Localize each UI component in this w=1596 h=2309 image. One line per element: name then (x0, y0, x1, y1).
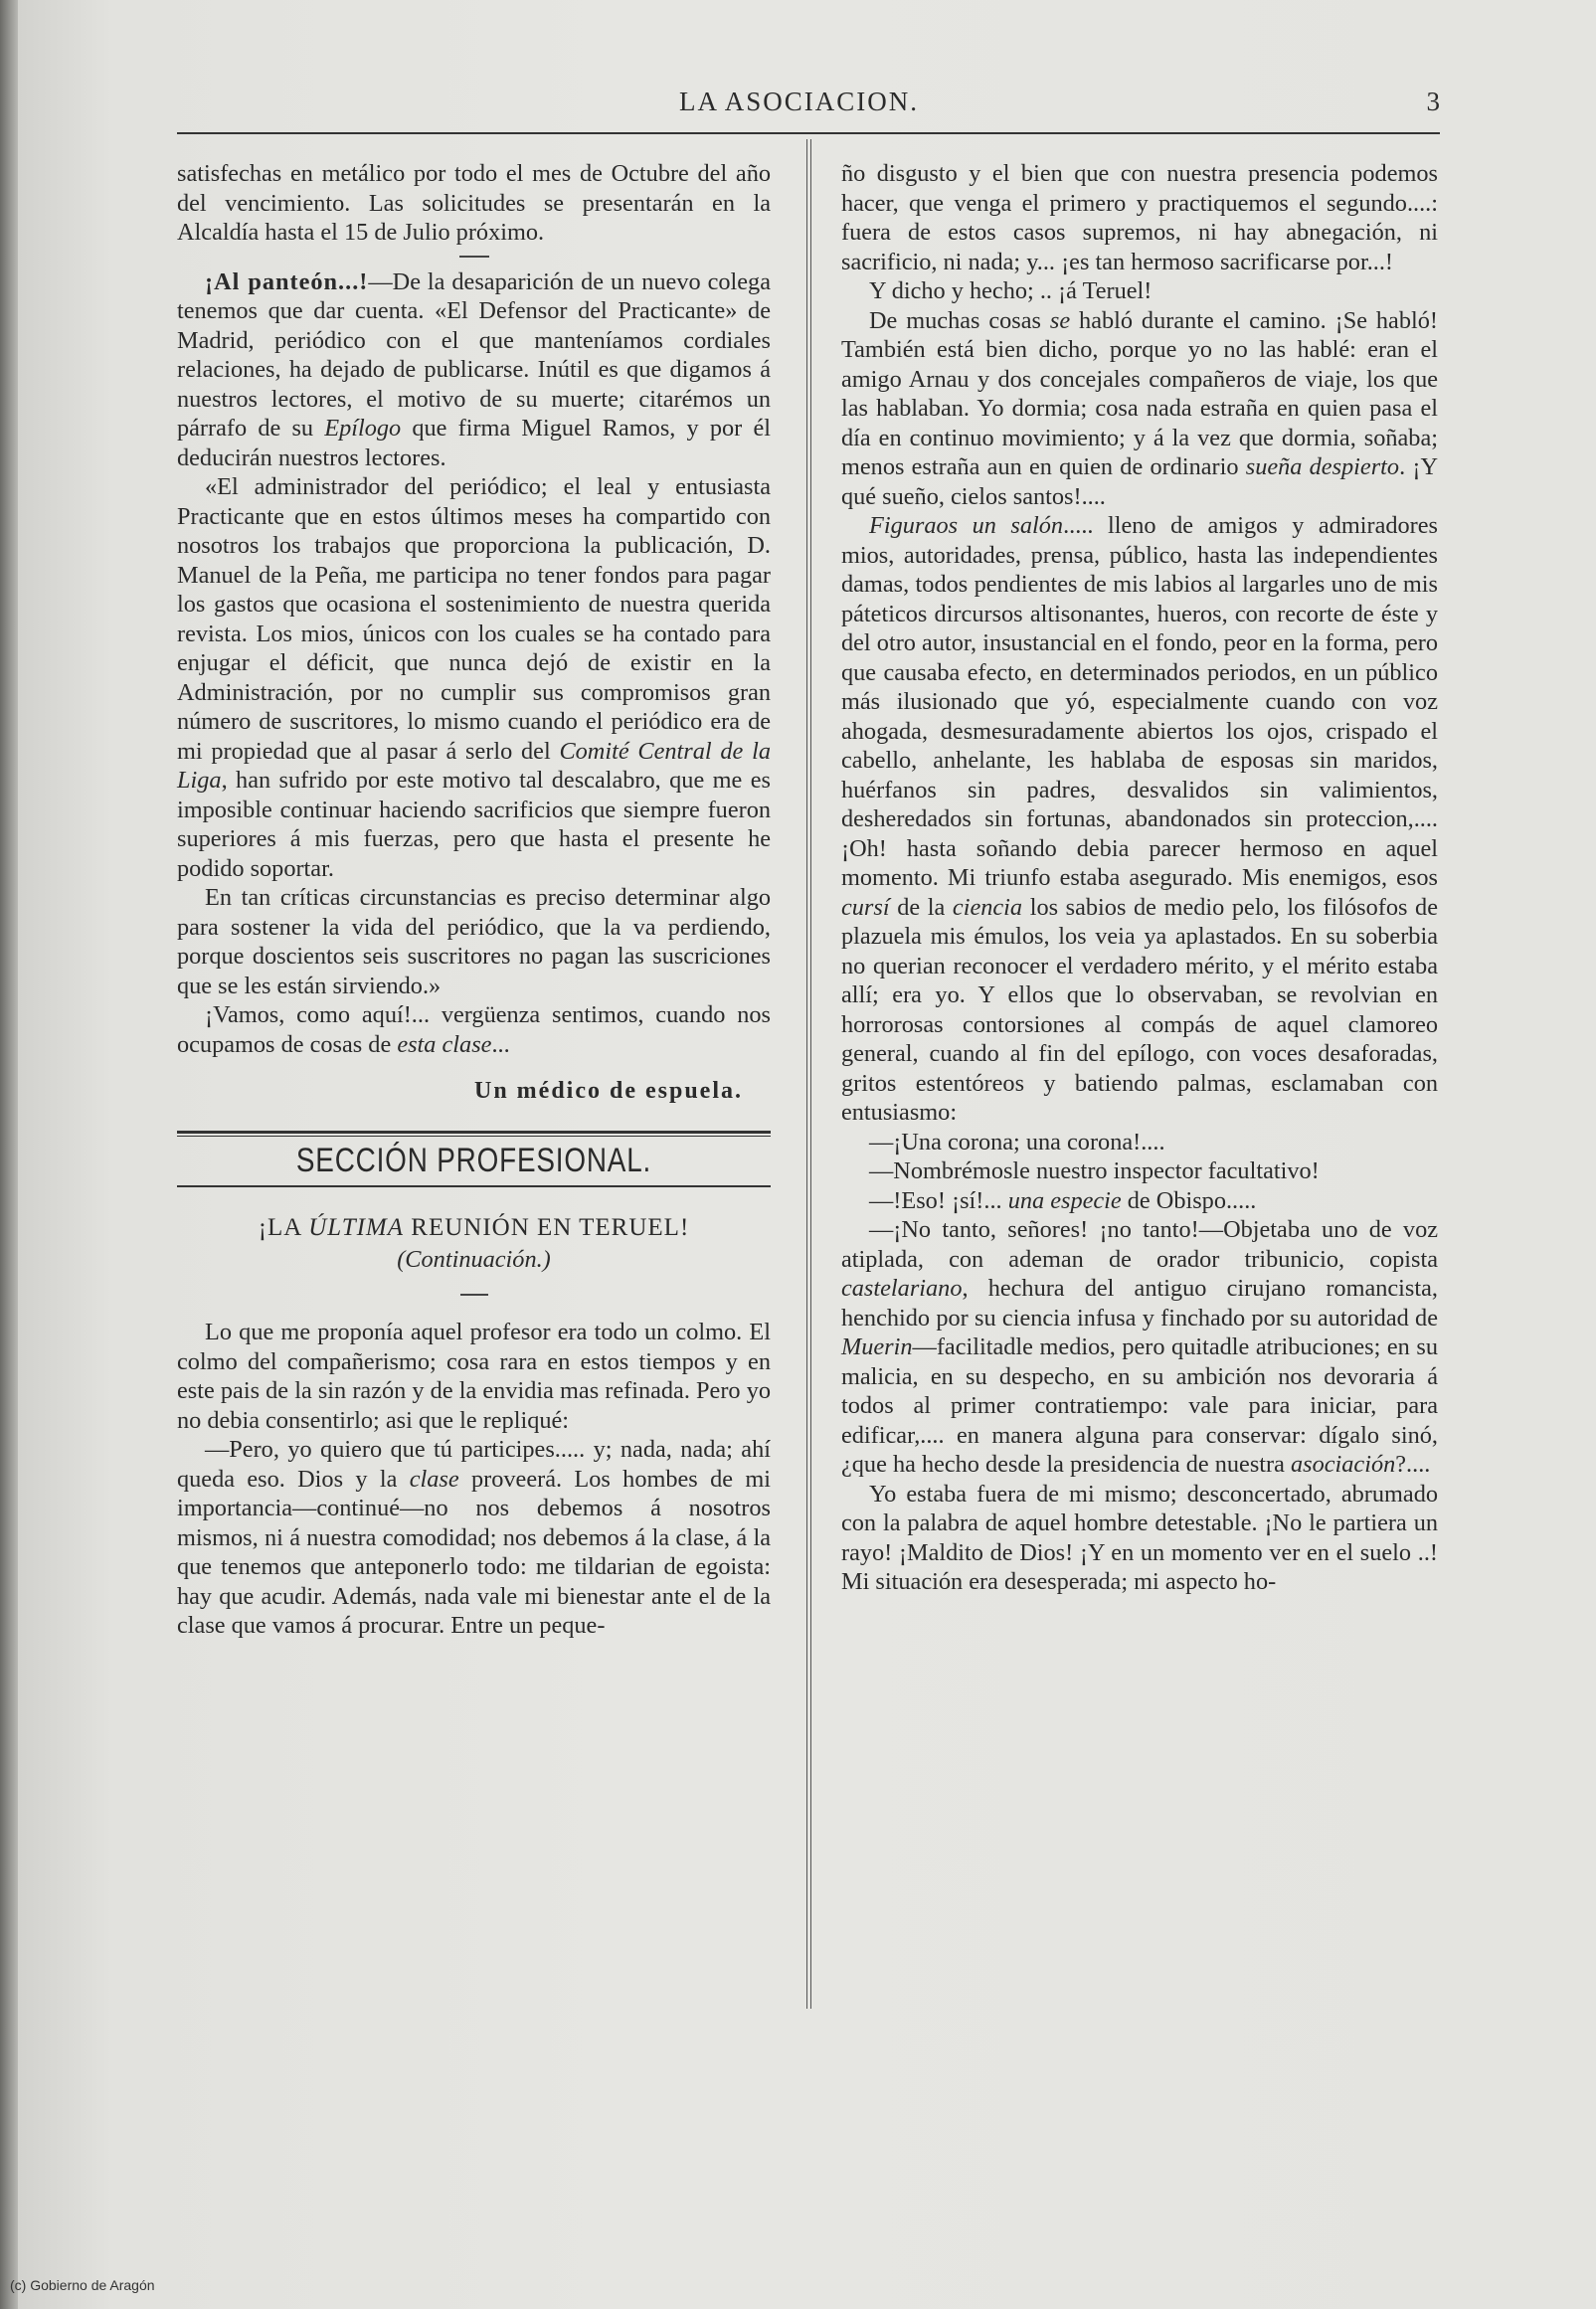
paragraph-text: —Pero, yo quiero que tú participes..... y; nada, nada; ahí queda eso. Dios y la (177, 1436, 771, 1493)
news-item-panteon (177, 267, 771, 473)
paragraph: —¡Una corona; una corona!.... (869, 1128, 1165, 1155)
section-title: SECCIÓN PROFESIONAL. (295, 1141, 652, 1179)
paragraph-text: ..... lleno de amigos y admiradores mios, autoridades, prensa, público, hasta las independientes damas, todos pendientes de mis labios al largarles uno de mis páteticos dircursos altisonantes, hueros, con recorte de éste y del otro autor, insustancial en el fondo, peor en la forma, pero que causaba efecto, en determinados periodos, en un público más ilusionado que yó, especialmente cuando con voz ahogada, desmesuradamente abiertos los ojos, crispado el cabello, anhelante, les hablaba de esposas sin maridos, huérfanos sin padres, desvalidos sin valimientos, desheredados sin fortunas, abandonados sin proteccion,.... ¡Oh! hasta soñando debia parecer hermoso en aquel momento. Mi triunfo estaba asegurado. Mis enemigos, esos (841, 512, 1438, 891)
italic-text: esta clase (397, 1030, 492, 1058)
paragraph-text: , hechura del antiguo cirujano romancista, henchido por su ciencia infusa y finchado por su autoridad de (841, 1275, 1438, 1332)
italic-text: asociación (1290, 1451, 1396, 1478)
italic-text: Figuraos un salón (869, 512, 1064, 539)
copyright-credit: (c) Gobierno de Aragón (10, 2277, 155, 2293)
paragraph-text: —¡No tanto, señores! ¡no tanto!—Objetaba uno de voz atiplada, con ademan de orador tribunicio, copista (841, 1216, 1438, 1273)
italic-text: clase (409, 1465, 459, 1493)
page-number: 3 (1426, 87, 1440, 116)
document-page (18, 0, 1596, 2309)
title-italic: ÚLTIMA (308, 1214, 405, 1241)
italic-text: sueña despierto (1245, 453, 1400, 480)
column-divider (806, 139, 811, 2009)
paragraph: Y dicho y hecho; .. ¡á Teruel! (869, 277, 1153, 304)
paragraph-text: ¡Vamos, como aquí!... vergüenza sentimos, cuando nos ocupamos de cosas de (177, 1001, 771, 1058)
quoted-paragraph (177, 472, 771, 883)
paragraph-text: . ¡Y qué sueño, cielos santos!.... (841, 453, 1438, 510)
paragraph: ño disgusto y el bien que con nuestra presencia podemos hacer, que venga el primero y practiquemos el segundo....: fuera de estos casos supremos, ni hay abnegación, ni sacrificio, ni nada; y... ¡es tan hermoso sacrificarse por...! (841, 160, 1438, 275)
paragraph: —Nombrémosle nuestro inspector facultativo! (869, 1157, 1320, 1184)
paragraph: satisfechas en metálico por todo el mes de Octubre del año del vencimiento. Las solicitudes se presentarán en la Alcaldía hasta el 15 de Julio próximo. (177, 160, 771, 246)
italic-text: Muerin (841, 1333, 913, 1360)
italic-text: se (1049, 306, 1071, 334)
paragraph-text: ... (491, 1030, 510, 1058)
paragraph-text: de la (889, 893, 953, 921)
italic-text: Comité Central de la Liga (177, 737, 771, 794)
paragraph (841, 1215, 1438, 1480)
paragraph-text: que firma Miguel Ramos, y por él deducirán nuestros lectores. (177, 415, 771, 471)
italic-text: Epílogo (324, 415, 402, 442)
paragraph (841, 306, 1438, 512)
right-column (841, 159, 1438, 1597)
left-column (177, 159, 771, 1641)
italic-text: cursí (841, 893, 890, 921)
title-text: REUNIÓN EN TERUEL! (404, 1214, 690, 1241)
section-rule-top (177, 1131, 771, 1137)
paragraph: Yo estaba fuera de mi mismo; desconcertado, abrumado con la palabra de aquel hombre detestable. ¡No le partiera un rayo! ¡Maldito de Dios! ¡Y en un momento ver en el suelo ..! Mi situación era desesperada; mi aspecto ho- (841, 1480, 1438, 1595)
paragraph-text: De muchas cosas (869, 306, 1050, 334)
book-spine (0, 0, 18, 2309)
page-header (177, 85, 1440, 134)
article-title (177, 1213, 771, 1243)
paragraph (841, 1186, 1438, 1216)
paragraph-text: —facilitadle medios, pero quitadle atribuciones; en su malicia, en su despecho, en su ambición nos devoraria á todos al primer contratiempo: vale para iniciar, para edificar,.... en manera alguna para conservar: dígalo sinó, ¿que ha hecho desde la presidencia de nuestra (841, 1333, 1438, 1478)
paragraph: Lo que me proponía aquel profesor era todo un colmo. El colmo del compañerismo; cosa rara en estos tiempos y en este pais de la sin razón y de la envidia mas refinada. Pero yo no debia consentirlo; asi que le repliqué: (177, 1319, 771, 1434)
paragraph-text: los sabios de medio pelo, los filósofos de plazuela mis émulos, los veia ya aplastados. En su soberbia no querian reconocer el verdadero mérito, y el mérito estaba allí; era yo. Y ellos que lo observaban, se revolvian en horrorosas contorsiones al compás de aquel clamoreo general, cuando al fin del epílogo, con voces desaforadas, gritos estentóreos y batiendo palmas, esclamaban con entusiasmo: (841, 893, 1438, 1126)
paragraph-text: habló durante el camino. ¡Se habló! También está bien dicho, porque yo no las hablé: eran el amigo Arnau y dos concejales compañeros de viaje, los que las hablaban. Yo dormia; cosa nada estraña en quien pasa el día en continuo movimiento; y á la vez que dormia, soñaba; menos estraña aun en quien de ordinario (841, 306, 1438, 480)
paragraph-text: —!Eso! ¡sí!... (869, 1186, 1008, 1214)
italic-text: castelariano (841, 1275, 963, 1302)
article-subtitle: (Continuación.) (397, 1245, 551, 1273)
title-text: ¡LA (258, 1214, 309, 1241)
paragraph-text: proveerá. Los hombes de mi importancia—continué—no nos debemos á nosotros mismos, ni á nuestra comodidad; nos debemos á la clase, á la que tenemos que anteponerlo todo: me tildarian de egoista: hay que acudir. Además, nada vale mi bienestar ante el de la clase que vamos á procurar. Entre un peque- (177, 1465, 771, 1639)
paragraph: En tan críticas circunstancias es preciso determinar algo para sostener la vida del periódico, que la va perdiendo, porque doscientos seis suscritores no pagan las suscriciones que se les están sirviendo.» (177, 884, 771, 999)
paragraph-text: de Obispo..... (1121, 1186, 1257, 1214)
italic-text: una especie (1007, 1186, 1122, 1214)
paragraph-text: —De la desaparición de un nuevo colega tenemos que dar cuenta. «El Defensor del Practicante» de Madrid, periódico con el que manteníamos cordiales relaciones, ha dejado de publicarse. Inútil es que digamos á nuestros lectores, el motivo de su muerte; citarémos un párrafo de su (177, 267, 771, 442)
paragraph-text: , han sufrido por este motivo tal descalabro, que me es imposible continuar haciendo sacrificios que siempre fueron superiores á mis fuerzas, pero que hasta el presente he podido soportar. (177, 767, 771, 882)
paragraph (177, 1435, 771, 1641)
signature: Un médico de espuela. (474, 1078, 743, 1104)
paragraph-text: «El administrador del periódico; el leal y entusiasta Practicante que en estos últimos meses ha compartido con nosotros los trabajos que proporciona la publicación, D. Manuel de la Peña, me participa no tener fondos para pagar los gastos que ocasiona el sostenimiento de nuestra querida revista. Los mios, únicos con los cuales se ha contado para enjugar el déficit, que nunca dejó de existir en la Administración, por no cumplir sus compromisos gran número de suscritores, lo mismo cuando el periódico era de mi propiedad que al pasar á serlo del (177, 473, 771, 765)
paragraph-text: ?.... (1395, 1451, 1431, 1478)
italic-text: ciencia (952, 893, 1023, 921)
running-title: LA ASOCIACION. (679, 87, 920, 116)
separator-rule (460, 1294, 488, 1296)
header-rule (177, 132, 1440, 134)
run-in-heading: ¡Al panteón...! (205, 267, 369, 295)
paragraph (177, 1000, 771, 1059)
paragraph (841, 511, 1438, 1128)
separator-rule (459, 256, 489, 258)
section-rule-bottom (177, 1185, 771, 1187)
